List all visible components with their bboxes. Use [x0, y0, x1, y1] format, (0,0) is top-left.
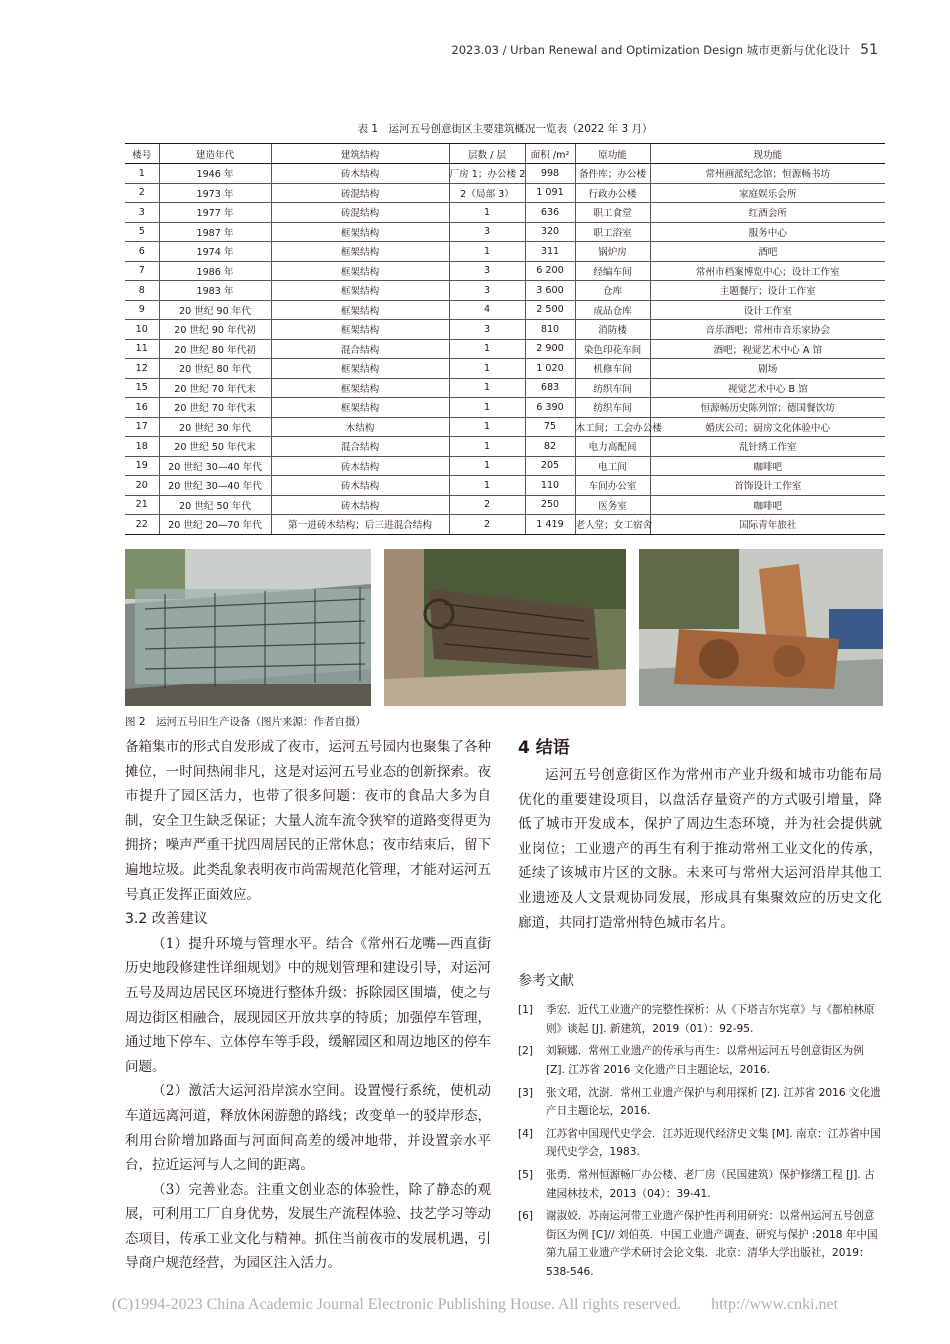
table-cell: 行政办公楼 [575, 183, 650, 203]
table-cell: 服务中心 [650, 222, 885, 242]
table-cell: 311 [525, 242, 575, 262]
table-cell: 1986 年 [159, 261, 271, 281]
reference-text: 刘颖娜．常州工业遗产的传承与再生：以常州运河五号创意街区为例 [Z]. 江苏省 2016 文化遗产日主题论坛，2016. [546, 1045, 864, 1076]
table-cell: 框架结构 [271, 398, 449, 418]
table-cell: 设计工作室 [650, 300, 885, 320]
col-header: 层数 / 层 [449, 144, 525, 164]
table-cell: 混合结构 [271, 437, 449, 457]
table-row [125, 515, 885, 535]
reference-number: [4] [518, 1127, 534, 1140]
table-cell: 1 [449, 476, 525, 496]
table-cell: 3 [449, 261, 525, 281]
table-cell: 1 091 [525, 183, 575, 203]
table-row [125, 203, 885, 223]
reference-item [518, 1001, 882, 1038]
table-cell: 咖啡吧 [650, 456, 885, 476]
reference-text: 张勇．常州恒源畅厂办公楼、老厂房（民国建筑）保护修缮工程 [J]. 古建园林技术，2013（04）：39-41. [546, 1168, 875, 1200]
table-cell: 框架结构 [271, 242, 449, 262]
table-cell: 2（局部 3） [449, 183, 525, 203]
footer-url: http://www.cnki.net [711, 1296, 839, 1313]
table-cell: 1 [449, 359, 525, 379]
table-cell: 车间办公室 [575, 476, 650, 496]
table-cell: 框架结构 [271, 378, 449, 398]
table-cell: 2 [125, 183, 159, 203]
table-row [125, 261, 885, 281]
table-cell: 备件库；办公楼 [575, 164, 650, 184]
section-heading-3-2: 3.2 改善建议 [125, 911, 208, 928]
body-paragraph: （2）激活大运河沿岸滨水空间。设置慢行系统，使机动车道远离河道，释放休闲游憩的路线；改变单一的驳岸形态，利用台阶增加路面与河面间高差的缓冲地带，并设置亲水平台，拉近运河与人之间的距离。 [125, 1083, 491, 1174]
table-cell: 砖木结构 [271, 164, 449, 184]
table-cell: 混合结构 [271, 339, 449, 359]
table-header-row [125, 144, 885, 164]
table-cell: 视觉艺术中心 B 馆 [650, 378, 885, 398]
table-row [125, 320, 885, 340]
table-cell: 纺织车间 [575, 398, 650, 418]
table-cell: 1946 年 [159, 164, 271, 184]
table-cell: 电工间 [575, 456, 650, 476]
table-cell: 常州画派纪念馆；恒源畅书坊 [650, 164, 885, 184]
photo-loom-machine [384, 549, 626, 706]
table-cell: 20 世纪 90 年代 [159, 300, 271, 320]
table-cell: 683 [525, 378, 575, 398]
table-cell: 18 [125, 437, 159, 457]
reference-number: [3] [518, 1086, 534, 1099]
col-header: 建造年代 [159, 144, 271, 164]
table-cell: 国际青年旅社 [650, 515, 885, 535]
table-cell: 纺织车间 [575, 378, 650, 398]
table-cell: 11 [125, 339, 159, 359]
header-text: 2023.03 / Urban Renewal and Optimization Design 城市更新与优化设计 [451, 43, 851, 57]
table-cell: 音乐酒吧；常州市音乐家协会 [650, 320, 885, 340]
table-cell: 家庭娱乐会所 [650, 183, 885, 203]
table-cell: 82 [525, 437, 575, 457]
table-cell: 20 世纪 70 年代末 [159, 378, 271, 398]
table-cell: 1 419 [525, 515, 575, 535]
table-cell: 21 [125, 495, 159, 515]
table-cell: 8 [125, 281, 159, 301]
table-cell: 1 [449, 456, 525, 476]
table-cell: 20 世纪 20—70 年代 [159, 515, 271, 535]
table-cell: 205 [525, 456, 575, 476]
table-cell: 110 [525, 476, 575, 496]
table-cell: 1 [449, 417, 525, 437]
table-cell: 框架结构 [271, 359, 449, 379]
table-cell: 咖啡吧 [650, 495, 885, 515]
table-cell: 6 [125, 242, 159, 262]
table-cell: 12 [125, 359, 159, 379]
section-heading-4: 4 结语 [518, 738, 570, 758]
table-cell: 7 [125, 261, 159, 281]
table-cell: 酒吧 [650, 242, 885, 262]
table-row [125, 359, 885, 379]
table-row [125, 378, 885, 398]
reference-text: 季宏．近代工业遗产的完整性探析：从《下塔吉尔宪章》与《都柏林原则》谈起 [J]. 新建筑，2019（01）：92-95. [546, 1004, 875, 1035]
table-caption: 表 1 运河五号创意街区主要建筑概况一览表（2022 年 3 月） [357, 123, 653, 135]
table-cell: 经编车间 [575, 261, 650, 281]
table-cell: 320 [525, 222, 575, 242]
table-cell: 电力高配间 [575, 437, 650, 457]
buildings-table [125, 143, 885, 535]
table-cell: 锅炉房 [575, 242, 650, 262]
table-row [125, 495, 885, 515]
reference-item [518, 1084, 882, 1121]
table-cell: 1973 年 [159, 183, 271, 203]
table-row [125, 476, 885, 496]
table-row [125, 437, 885, 457]
table-cell: 16 [125, 398, 159, 418]
table-cell: 2 900 [525, 339, 575, 359]
table-row [125, 456, 885, 476]
body-paragraph: 备箱集市的形式自发形成了夜市，运河五号园内也聚集了各种摊位，一时间热闹非凡，这是对运河五号业态的创新探索。夜市提升了园区活力，也带了很多问题：夜市的食品大多为自制，安全卫生缺乏保证；大量人流车流令狭窄的道路变得更为拥挤；噪声严重干扰四周居民的正常休息；夜市结束后，留下遍地垃圾。此类乱象表明夜市尚需规范化管理，才能对运河五号真正发挥正面效应。 [125, 739, 491, 903]
table-cell: 1977 年 [159, 203, 271, 223]
table-cell: 20 世纪 50 年代 [159, 495, 271, 515]
reference-item [518, 1207, 882, 1281]
table-cell: 框架结构 [271, 300, 449, 320]
table-cell: 消防楼 [575, 320, 650, 340]
table-cell: 3 [449, 222, 525, 242]
reference-number: [6] [518, 1210, 534, 1223]
table-cell: 1 020 [525, 359, 575, 379]
table-cell: 20 世纪 80 年代初 [159, 339, 271, 359]
table-row [125, 222, 885, 242]
table-cell: 2 500 [525, 300, 575, 320]
table-cell: 第一进砖木结构；后三进混合结构 [271, 515, 449, 535]
body-paragraph: （1）提升环境与管理水平。结合《常州石龙嘴—西直街历史地段修建性详细规划》中的规划管理和建设引导，对运河五号及周边居民区环境进行整体升级：拆除园区围墙，使之与周边街区相融合，展现园区开放共享的特质；加强停车管理，通过地下停车、立体停车等手段，缓解园区和周边地区的停车问题。 [125, 935, 491, 1075]
table-cell: 20 世纪 30—40 年代 [159, 476, 271, 496]
table-cell: 19 [125, 456, 159, 476]
reference-number: [1] [518, 1004, 534, 1017]
col-header: 原功能 [575, 144, 650, 164]
table-cell: 75 [525, 417, 575, 437]
table-cell: 1983 年 [159, 281, 271, 301]
right-column [518, 735, 882, 1285]
left-column [125, 735, 491, 1276]
references-list [518, 1001, 882, 1281]
table-cell: 砖混结构 [271, 183, 449, 203]
table-cell: 22 [125, 515, 159, 535]
table-cell: 5 [125, 222, 159, 242]
references-heading: 参考文献 [518, 973, 574, 990]
table-cell: 1 [449, 378, 525, 398]
reference-number: [2] [518, 1045, 534, 1058]
figure-caption: 图 2 运河五号旧生产设备（图片来源：作者自摄） [125, 716, 367, 728]
table-cell: 老人堂；女工宿舍 [575, 515, 650, 535]
table-cell: 砖木结构 [271, 476, 449, 496]
table-cell: 3 [449, 281, 525, 301]
reference-item [518, 1042, 882, 1079]
table-row [125, 398, 885, 418]
table-cell: 仓库 [575, 281, 650, 301]
table-cell: 常州市档案博览中心；设计工作室 [650, 261, 885, 281]
table-cell: 20 世纪 90 年代初 [159, 320, 271, 340]
table-row [125, 417, 885, 437]
table-cell: 医务室 [575, 495, 650, 515]
reference-text: 谢淑姣．苏南运河带工业遗产保护性再利用研究：以常州运河五号创意街区为例 [C]// 刘伯英．中国工业遗产调查、研究与保护 :2018 年中国第九届工业遗产学术研讨会论文集．北京：清华大学出版社，2019：538-546. [546, 1210, 878, 1278]
table-cell: 框架结构 [271, 281, 449, 301]
table-cell: 20 世纪 70 年代末 [159, 398, 271, 418]
table-cell: 3 600 [525, 281, 575, 301]
photo-rusted-machinery [639, 549, 883, 706]
table-row [125, 242, 885, 262]
table-cell: 厂房 1；办公楼 2 [449, 164, 525, 184]
col-header: 楼号 [125, 144, 159, 164]
table-cell: 染色印花车间 [575, 339, 650, 359]
table-cell: 998 [525, 164, 575, 184]
table-cell: 1 [449, 437, 525, 457]
table-cell: 主题餐厅；设计工作室 [650, 281, 885, 301]
table-row [125, 339, 885, 359]
table-cell: 砖木结构 [271, 456, 449, 476]
reference-item [518, 1166, 882, 1203]
table-cell: 4 [449, 300, 525, 320]
table-cell: 2 [449, 495, 525, 515]
table-cell: 职工浴室 [575, 222, 650, 242]
table-cell: 3 [125, 203, 159, 223]
table-cell: 砖混结构 [271, 203, 449, 223]
table-cell: 10 [125, 320, 159, 340]
table-cell: 20 世纪 80 年代 [159, 359, 271, 379]
table-cell: 17 [125, 417, 159, 437]
table-cell: 剧场 [650, 359, 885, 379]
table-cell: 1 [449, 242, 525, 262]
running-header [451, 42, 878, 58]
table-row [125, 164, 885, 184]
photo-glass-showcase [125, 549, 371, 706]
col-header: 建筑结构 [271, 144, 449, 164]
table-cell: 酒吧；视觉艺术中心 A 馆 [650, 339, 885, 359]
table-cell: 636 [525, 203, 575, 223]
body-paragraph: 运河五号创意街区作为常州市产业升级和城市功能布局优化的重要建设项目，以盘活存量资产的方式吸引增量，降低了城市开发成本，保护了周边生态环境，并为社会提供就业岗位；工业遗产的再生有利于推动常州工业文化的传承，延续了该城市片区的文脉。未来可与常州大运河沿岸其他工业遗迹及人文景观协同发展，形成具有集聚效应的历史文化廊道，共同打造常州特色城市名片。 [518, 767, 882, 931]
page-number: 51 [860, 42, 878, 58]
table-cell: 20 世纪 50 年代末 [159, 437, 271, 457]
table-row [125, 300, 885, 320]
col-header: 面积 /m² [525, 144, 575, 164]
table-cell: 框架结构 [271, 222, 449, 242]
table-cell: 婚庆公司；厨房文化体验中心 [650, 417, 885, 437]
table-cell: 6 390 [525, 398, 575, 418]
reference-item [518, 1125, 882, 1162]
reference-number: [5] [518, 1168, 534, 1181]
table-cell: 6 200 [525, 261, 575, 281]
table-cell: 1974 年 [159, 242, 271, 262]
table-row [125, 281, 885, 301]
table-cell: 1 [449, 398, 525, 418]
table-cell: 250 [525, 495, 575, 515]
table-cell: 木结构 [271, 417, 449, 437]
table-cell: 框架结构 [271, 261, 449, 281]
table-cell: 810 [525, 320, 575, 340]
table-cell: 15 [125, 378, 159, 398]
copyright-footer [0, 1296, 950, 1314]
table-cell: 乱针绣工作室 [650, 437, 885, 457]
table-cell: 机修车间 [575, 359, 650, 379]
table-cell: 1 [449, 203, 525, 223]
body-paragraph: （3）完善业态。注重文创业态的体验性，除了静态的观展，可利用工厂自身优势，发展生产流程体验、技艺学习等动态项目，传承工业文化与精神。抓住当前夜市的发展机遇，引导商户规范经营，为园区注入活力。 [125, 1181, 491, 1272]
table-cell: 成品仓库 [575, 300, 650, 320]
reference-text: 张文珺，沈澍．常州工业遗产保护与利用探析 [Z]. 江苏省 2016 文化遗产日主题论坛，2016. [546, 1086, 881, 1118]
table-cell: 红酒会所 [650, 203, 885, 223]
copyright-text: (C)1994-2023 China Academic Journal Electronic Publishing House. All rights reserved. [111, 1296, 682, 1313]
table-cell: 首饰设计工作室 [650, 476, 885, 496]
table-cell: 职工食堂 [575, 203, 650, 223]
table-cell: 1987 年 [159, 222, 271, 242]
table-cell: 恒源畅历史陈列馆；德国餐饮坊 [650, 398, 885, 418]
table-cell: 木工间；工会办公楼 [575, 417, 650, 437]
table-row [125, 183, 885, 203]
reference-text: 江苏省中国现代史学会．江苏近现代经济史文集 [M]. 南京：江苏省中国现代史学会，1983. [546, 1127, 881, 1159]
table-cell: 1 [449, 339, 525, 359]
table-cell: 1 [125, 164, 159, 184]
table-cell: 9 [125, 300, 159, 320]
table-cell: 20 世纪 30 年代 [159, 417, 271, 437]
table-cell: 20 [125, 476, 159, 496]
table-cell: 3 [449, 320, 525, 340]
table-cell: 20 世纪 30—40 年代 [159, 456, 271, 476]
table-cell: 砖木结构 [271, 495, 449, 515]
table-cell: 2 [449, 515, 525, 535]
table-cell: 框架结构 [271, 320, 449, 340]
col-header: 现功能 [650, 144, 885, 164]
